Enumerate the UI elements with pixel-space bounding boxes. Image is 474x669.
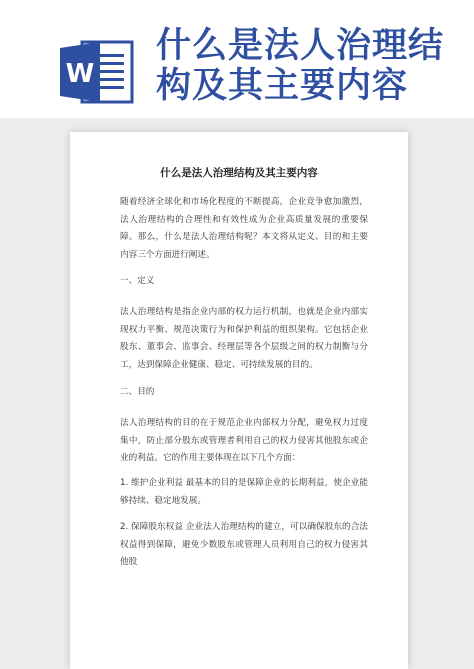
banner-title: 什么是法人治理结构及其主要内容 — [156, 26, 445, 106]
word-document-icon — [60, 40, 134, 104]
intro-paragraph: 随着经济全球化和市场化程度的不断提高，企业竞争愈加激烈，法人治理结构的合理性和有效性成为企业高质量发展的重要保障。那么，什么是法人治理结构呢？本文将从定义、目的和主要内容三个方面进行阐述。 — [120, 197, 368, 260]
section-heading-purpose: 二、目的 — [120, 387, 155, 397]
svg-text:W: W — [65, 59, 95, 89]
list-item-1: 1. 维护企业利益 最基本的目的是保障企业的长期利益，使企业能够持续、稳定地发展。 — [120, 478, 368, 506]
definition-paragraph: 法人治理结构是指企业内部的权力运行机制，也就是企业内部实现权力平衡、规范决策行为和保护利益的组织架构。它包括企业股东、董事会、监事会、经理层等各个层级之间的权力制衡与分工，达到保障企业健康、稳定、可持续发展的目的。 — [120, 307, 368, 370]
banner-header — [0, 0, 474, 120]
section-heading-definition: 一、定义 — [120, 276, 155, 286]
document-page — [70, 132, 408, 669]
document-title: 什么是法人治理结构及其主要内容 — [160, 167, 318, 179]
list-item-2: 2. 保障股东权益 企业法人治理结构的建立，可以确保股东的合法权益得到保障，避免少数股东或管理人员利用自己的权力侵害其他股 — [120, 522, 368, 567]
purpose-paragraph: 法人治理结构的目的在于规范企业内部权力分配，避免权力过度集中，防止部分股东或管理者利用自己的权力侵害其他股东或企业的利益。它的作用主要体现在以下几个方面： — [120, 418, 368, 463]
